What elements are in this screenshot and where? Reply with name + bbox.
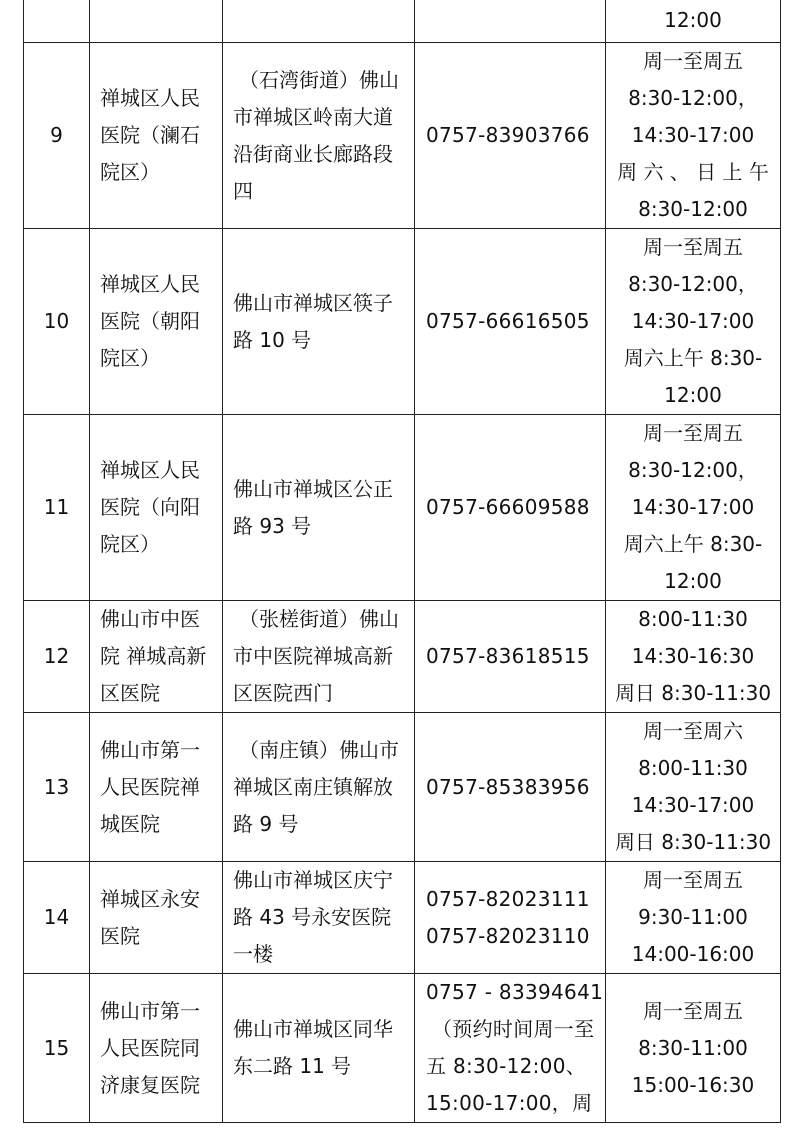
service-hours-line: 周六上午 8:30- <box>623 532 763 556</box>
hospital-address-line: 佛山市禅城区同华 <box>233 1017 393 1041</box>
hospital-phone-line: 0757-82023111 <box>426 886 590 911</box>
service-hours-line: 周 六 、 日 上 午 <box>617 160 769 184</box>
hospital-phone-line: 0757-66609588 <box>426 495 590 519</box>
hospital-name-line: 院区） <box>100 532 160 556</box>
row-number: 13 <box>24 713 90 862</box>
service-hours <box>606 229 781 415</box>
hospital-name <box>90 0 223 43</box>
hospital-name <box>90 229 223 415</box>
hospital-phone <box>415 43 606 229</box>
hospital-name <box>90 713 223 862</box>
hospital-phone <box>415 415 606 601</box>
hospital-table-body <box>24 0 781 1123</box>
service-hours-line: 14:30-17:00 <box>631 495 755 519</box>
service-hours-line: 8:30-12:00， <box>628 86 758 110</box>
hospital-address-line: 佛山市禅城区筷子 <box>233 290 393 315</box>
hospital-address-line: 市中医院禅城高新 <box>233 644 393 668</box>
hospital-phone-line: （预约时间周一至 <box>432 1017 595 1041</box>
service-hours-line: 8:00-11:30 <box>638 607 748 631</box>
hospital-address-line: 佛山市禅城区庆宁 <box>233 868 393 892</box>
hospital-address-line: 东二路 11 号 <box>233 1054 352 1078</box>
hospital-address <box>223 862 415 974</box>
hospital-name <box>90 862 223 974</box>
hospital-name-line: 医院 <box>100 923 140 948</box>
service-hours-line: 8:00-11:30 <box>638 756 748 780</box>
hospital-name <box>90 601 223 713</box>
hospital-name-line: 区医院 <box>100 681 160 705</box>
row-number: 11 <box>24 415 90 601</box>
hospital-phone <box>415 0 606 43</box>
service-hours-line: 14:00-16:00 <box>631 942 755 966</box>
hospital-name-line: 佛山市中医 <box>100 607 200 631</box>
hospital-phone-line: 0757-66616505 <box>426 309 590 333</box>
hospital-address <box>223 0 415 43</box>
hospital-phone-line: 0757-83618515 <box>426 644 590 668</box>
table-row <box>24 601 781 713</box>
hospital-phone-line: 0757-82023110 <box>426 923 590 948</box>
service-hours-line: 15:00-16:30 <box>631 1072 755 1097</box>
hospital-name-line: 禅城区人民 <box>100 272 200 296</box>
service-hours-line: 12:00 <box>664 8 722 32</box>
hospital-address-line: 路 93 号 <box>233 513 312 538</box>
hospital-name <box>90 415 223 601</box>
table-row <box>24 713 781 862</box>
hospital-name-line: 佛山市第一 <box>100 737 200 762</box>
service-hours-line: 9:30-11:00 <box>638 905 748 929</box>
hospital-name-line: 医院（澜石 <box>100 123 200 147</box>
service-hours-line: 周一至周六 <box>643 719 743 743</box>
hospital-name <box>90 43 223 229</box>
service-hours-line: 周日 8:30-11:30 <box>614 830 772 854</box>
hospital-address <box>223 43 415 229</box>
row-number: 12 <box>24 601 90 713</box>
hospital-address-line: 禅城区南庄镇解放 <box>233 774 393 799</box>
service-hours <box>606 974 781 1123</box>
service-hours <box>606 601 781 713</box>
hospital-phone <box>415 862 606 974</box>
row-number <box>24 0 90 43</box>
hospital-phone <box>415 601 606 713</box>
hospital-name-line: 医院（朝阳 <box>100 309 200 333</box>
hospital-phone <box>415 974 606 1123</box>
service-hours-line: 12:00 <box>664 383 722 407</box>
hospital-name <box>90 974 223 1123</box>
service-hours <box>606 43 781 229</box>
hospital-name-line: 人民医院同 <box>100 1035 200 1060</box>
hospital-address-line: 区医院西门 <box>233 681 333 705</box>
service-hours-line: 周一至周五 <box>643 421 743 445</box>
hospital-name-line: 医院（向阳 <box>100 495 200 519</box>
hospital-address-line: 路 9 号 <box>233 811 299 836</box>
hospital-address-line: 路 43 号永安医院 <box>233 905 392 929</box>
hospital-name-line: 院区） <box>100 160 160 184</box>
service-hours-line: 周一至周五 <box>643 868 743 892</box>
hospital-address <box>223 415 415 601</box>
service-hours-line: 8:30-12:00 <box>638 197 748 221</box>
row-number: 14 <box>24 862 90 974</box>
service-hours <box>606 713 781 862</box>
row-number: 10 <box>24 229 90 415</box>
hospital-address <box>223 713 415 862</box>
row-number: 9 <box>24 43 90 229</box>
service-hours-line: 周一至周五 <box>643 998 743 1023</box>
service-hours-line: 14:30-17:00 <box>631 309 755 333</box>
hospital-address-line: （张槎街道）佛山 <box>239 607 399 631</box>
service-hours <box>606 415 781 601</box>
service-hours-line: 12:00 <box>664 569 722 593</box>
table-row <box>24 43 781 229</box>
hospital-address <box>223 229 415 415</box>
hospital-address <box>223 974 415 1123</box>
service-hours <box>606 0 781 43</box>
hospital-name-line: 院 禅城高新 <box>100 644 207 668</box>
service-hours-line: 周一至周五 <box>643 49 743 73</box>
table-row <box>24 415 781 601</box>
hospital-address-line: 佛山市禅城区公正 <box>233 476 393 501</box>
service-hours-line: 14:30-17:00 <box>631 793 755 817</box>
hospital-name-line: 禅城区人民 <box>100 458 200 482</box>
hospital-address-line: 四 <box>233 178 253 203</box>
hospital-address-line: 沿街商业长廊路段 <box>233 141 393 166</box>
hospital-name-line: 城医院 <box>100 811 160 836</box>
hospital-phone-line: 0757-85383956 <box>426 774 590 799</box>
hospital-name-line: 人民医院禅 <box>100 774 200 799</box>
row-number: 15 <box>24 974 90 1123</box>
hospital-phone-line: 0757 - 83394641 <box>426 980 604 1004</box>
hospital-name-line: 院区） <box>100 346 160 370</box>
table-row <box>24 862 781 974</box>
hospital-phone <box>415 229 606 415</box>
hospital-address-line: 一楼 <box>233 942 273 966</box>
service-hours-line: 周日 8:30-11:30 <box>614 681 772 705</box>
service-hours-line: 8:30-11:00 <box>638 1035 748 1060</box>
service-hours-line: 14:30-17:00 <box>631 123 755 147</box>
hospital-address <box>223 601 415 713</box>
hospital-phone-line: 0757-83903766 <box>426 123 590 147</box>
service-hours <box>606 862 781 974</box>
hospital-name-line: 禅城区永安 <box>100 886 200 911</box>
hospital-phone <box>415 713 606 862</box>
table-row <box>24 229 781 415</box>
hospital-name-line: 禅城区人民 <box>100 86 200 110</box>
service-hours-line: 周六上午 8:30- <box>623 346 763 370</box>
hospital-table <box>23 0 781 1123</box>
hospital-address-line: 路 10 号 <box>233 327 312 352</box>
hospital-name-line: 济康复医院 <box>100 1072 200 1097</box>
hospital-phone-line: 五 8:30-12:00、 <box>426 1054 587 1078</box>
hospital-name-line: 佛山市第一 <box>100 998 200 1023</box>
hospital-address-line: （南庄镇）佛山市 <box>239 737 399 762</box>
hospital-address-line: （石湾街道）佛山 <box>239 67 399 92</box>
service-hours-line: 14:30-16:30 <box>631 644 755 668</box>
table-row <box>24 0 781 43</box>
hospital-address-line: 市禅城区岭南大道 <box>233 104 393 129</box>
table-row <box>24 974 781 1123</box>
service-hours-line: 周一至周五 <box>643 235 743 259</box>
service-hours-line: 8:30-12:00， <box>628 272 758 296</box>
service-hours-line: 8:30-12:00， <box>628 458 758 482</box>
hospital-phone-line: 15:00-17:00，周 <box>426 1091 593 1115</box>
